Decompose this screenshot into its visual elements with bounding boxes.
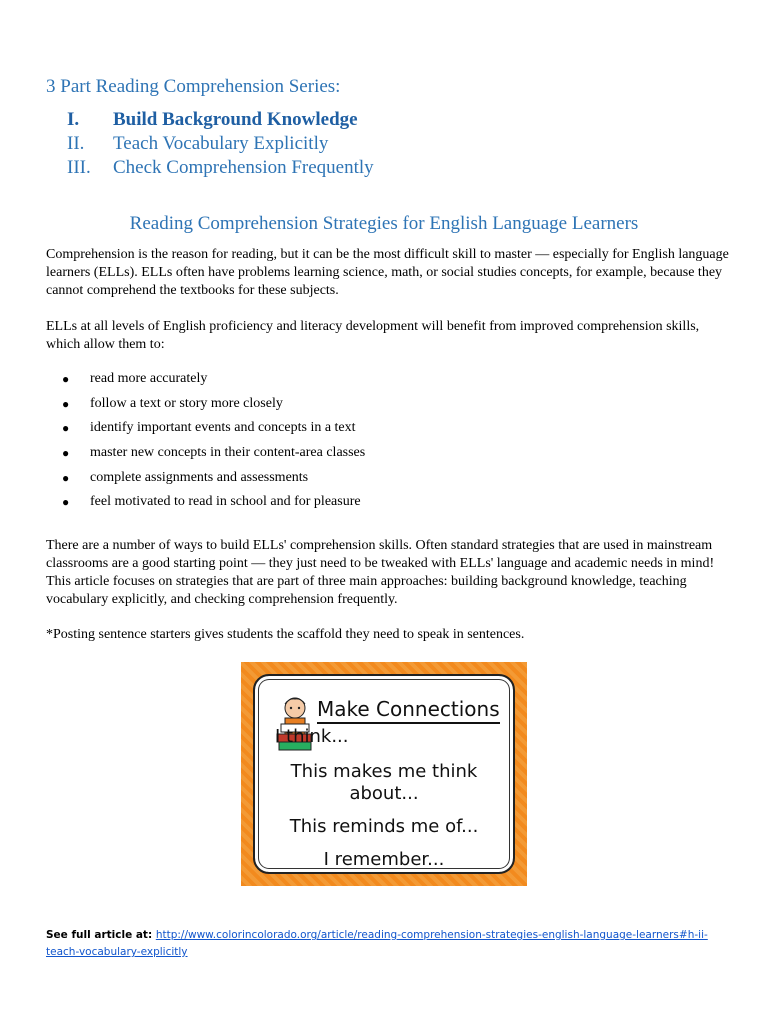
bullet-icon: ● bbox=[62, 470, 70, 485]
poster-frame bbox=[253, 674, 515, 874]
list-item bbox=[62, 469, 365, 494]
poster-line: I think... bbox=[275, 726, 349, 747]
bullet-icon: ● bbox=[62, 421, 70, 436]
list-item bbox=[62, 395, 365, 420]
source-footer bbox=[46, 927, 726, 961]
series-item-number: II. bbox=[67, 133, 85, 154]
list-item-text: feel motivated to read in school and for pleasure bbox=[90, 494, 361, 510]
article-link[interactable]: http://www.colorincolorado.org/article/reading-comprehension-strategies-english-language-learners#h-ii-teach-vocabulary-explicitly bbox=[46, 929, 708, 958]
series-item-label: Teach Vocabulary Explicitly bbox=[113, 133, 329, 154]
footer-label: See full article at: bbox=[46, 929, 156, 941]
series-item-comprehension bbox=[67, 156, 374, 180]
series-title: 3 Part Reading Comprehension Series: bbox=[46, 76, 341, 97]
series-item-label: Build Background Knowledge bbox=[113, 109, 358, 130]
poster-line: This reminds me of... bbox=[289, 816, 479, 837]
list-item bbox=[62, 444, 365, 469]
poster-title: Make Connections bbox=[317, 696, 500, 724]
series-item-background bbox=[67, 108, 374, 132]
intro-paragraph: Comprehension is the reason for reading, but it can be the most difficult skill to master — especially for English language learners (ELLs). ELLs often have problems learning science, math, or social studies concepts, for example, because they cannot comprehend the textbooks for these subjects. bbox=[46, 247, 729, 298]
bullet-icon: ● bbox=[62, 446, 70, 461]
series-item-number: III. bbox=[67, 157, 91, 178]
list-item bbox=[62, 370, 365, 395]
strategies-paragraph: There are a number of ways to build ELLs' comprehension skills. Often standard strategies that are used in mainstream classrooms are a good starting point — they just need to be tweaked with ELLs' language and academic needs in mind! This article focuses on strategies that are part of three main approaches: building background knowledge, teaching vocabulary explicitly, and checking comprehension frequently. bbox=[46, 538, 715, 607]
sentence-starters-note: *Posting sentence starters gives students the scaffold they need to speak in sentences. bbox=[46, 627, 525, 642]
benefits-list bbox=[62, 370, 365, 518]
list-item-text: identify important events and concepts in a text bbox=[90, 420, 356, 436]
make-connections-poster bbox=[241, 662, 527, 886]
poster-line: about... bbox=[349, 783, 419, 804]
bullet-icon: ● bbox=[62, 396, 70, 411]
bullet-icon: ● bbox=[62, 495, 70, 510]
poster-line: This makes me think bbox=[290, 761, 478, 782]
series-list bbox=[67, 108, 374, 180]
list-item bbox=[62, 493, 365, 518]
list-item bbox=[62, 419, 365, 444]
article-heading: Reading Comprehension Strategies for English Language Learners bbox=[129, 213, 639, 234]
list-item-text: complete assignments and assessments bbox=[90, 469, 309, 485]
series-item-number: I. bbox=[67, 109, 80, 130]
series-item-vocabulary bbox=[67, 132, 374, 156]
list-item-text: follow a text or story more closely bbox=[90, 395, 283, 411]
series-item-label: Check Comprehension Frequently bbox=[113, 157, 374, 178]
list-item-text: read more accurately bbox=[90, 371, 208, 386]
poster-line: I remember... bbox=[323, 849, 445, 870]
bullet-icon: ● bbox=[62, 372, 70, 386]
benefits-paragraph: ELLs at all levels of English proficiency and literacy development will benefit from improved comprehension skills, which allow them to: bbox=[46, 319, 700, 352]
list-item-text: master new concepts in their content-area classes bbox=[90, 445, 366, 461]
